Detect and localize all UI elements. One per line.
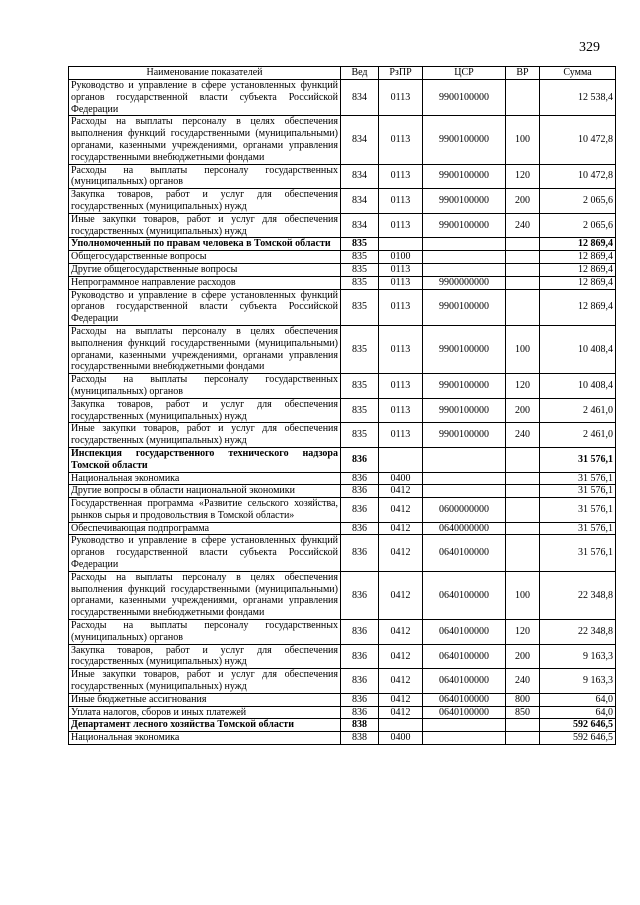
cell-name: Расходы на выплаты персоналу в целях обеспечения выполнения функций государственными (муниципальными) органами, казенными учреждениями, органами управления государственными внебюджетными фондами	[69, 325, 341, 373]
cell-rzpr: 0100	[379, 251, 423, 264]
cell-sum: 2 461,0	[540, 423, 616, 448]
cell-sum: 2 065,6	[540, 189, 616, 214]
table-row	[69, 325, 616, 373]
cell-name: Расходы на выплаты персоналу в целях обеспечения выполнения функций государственными (муниципальными) органами, казенными учреждениями, органами управления государственными внебюджетными фондами	[69, 571, 341, 619]
cell-vr: 100	[506, 116, 540, 164]
table-row	[69, 447, 616, 472]
cell-rzpr: 0113	[379, 325, 423, 373]
cell-sum: 22 348,8	[540, 620, 616, 645]
cell-name: Национальная экономика	[69, 472, 341, 485]
cell-sum: 592 646,5	[540, 719, 616, 732]
cell-sum: 2 065,6	[540, 213, 616, 238]
cell-ved: 835	[341, 289, 379, 325]
cell-rzpr: 0400	[379, 732, 423, 745]
cell-sum: 12 869,4	[540, 251, 616, 264]
table-row	[69, 693, 616, 706]
cell-ved: 835	[341, 423, 379, 448]
cell-rzpr: 0113	[379, 276, 423, 289]
cell-rzpr: 0113	[379, 213, 423, 238]
cell-ved: 834	[341, 189, 379, 214]
cell-name: Общегосударственные вопросы	[69, 251, 341, 264]
cell-vr: 200	[506, 644, 540, 669]
cell-csr: 9900100000	[423, 398, 506, 423]
cell-ved: 836	[341, 620, 379, 645]
cell-sum: 12 869,4	[540, 263, 616, 276]
cell-csr	[423, 263, 506, 276]
table-row	[69, 472, 616, 485]
header-ved: Вед	[341, 67, 379, 80]
cell-vr	[506, 251, 540, 264]
cell-vr	[506, 498, 540, 523]
cell-rzpr: 0412	[379, 498, 423, 523]
cell-name: Руководство и управление в сфере установленных функций органов государственной власти субъекта Российской Федерации	[69, 289, 341, 325]
cell-ved: 836	[341, 535, 379, 571]
cell-ved: 836	[341, 522, 379, 535]
cell-vr: 120	[506, 620, 540, 645]
cell-csr: 0640100000	[423, 644, 506, 669]
cell-name: Обеспечивающая подпрограмма	[69, 522, 341, 535]
cell-vr: 240	[506, 669, 540, 694]
cell-name: Расходы на выплаты персоналу в целях обеспечения выполнения функций государственными (муниципальными) органами, казенными учреждениями, органами управления государственными внебюджетными фондами	[69, 116, 341, 164]
cell-rzpr: 0113	[379, 116, 423, 164]
cell-name: Инспекция государственного технического надзора Томской области	[69, 447, 341, 472]
cell-sum: 31 576,1	[540, 535, 616, 571]
cell-name: Уплата налогов, сборов и иных платежей	[69, 706, 341, 719]
table-row	[69, 263, 616, 276]
cell-rzpr: 0412	[379, 571, 423, 619]
cell-rzpr: 0400	[379, 472, 423, 485]
cell-vr	[506, 472, 540, 485]
cell-csr	[423, 732, 506, 745]
cell-csr: 0640100000	[423, 620, 506, 645]
cell-vr: 120	[506, 164, 540, 189]
cell-rzpr: 0113	[379, 423, 423, 448]
cell-rzpr: 0113	[379, 164, 423, 189]
cell-ved: 835	[341, 398, 379, 423]
cell-sum: 9 163,3	[540, 644, 616, 669]
cell-ved: 836	[341, 644, 379, 669]
cell-sum: 592 646,5	[540, 732, 616, 745]
cell-vr: 240	[506, 213, 540, 238]
cell-sum: 31 576,1	[540, 447, 616, 472]
header-sum: Сумма	[540, 67, 616, 80]
cell-ved: 836	[341, 485, 379, 498]
cell-vr: 850	[506, 706, 540, 719]
table-row	[69, 706, 616, 719]
budget-table	[68, 66, 616, 745]
cell-rzpr: 0113	[379, 189, 423, 214]
cell-csr: 9900100000	[423, 423, 506, 448]
cell-vr: 200	[506, 189, 540, 214]
header-name: Наименование показателей	[69, 67, 341, 80]
cell-ved: 836	[341, 571, 379, 619]
cell-sum: 64,0	[540, 693, 616, 706]
cell-vr	[506, 289, 540, 325]
cell-csr: 9900100000	[423, 116, 506, 164]
table-row	[69, 485, 616, 498]
cell-name: Другие общегосударственные вопросы	[69, 263, 341, 276]
cell-name: Уполномоченный по правам человека в Томской области	[69, 238, 341, 251]
table-row	[69, 80, 616, 116]
cell-ved: 836	[341, 669, 379, 694]
cell-rzpr: 0412	[379, 535, 423, 571]
cell-csr: 0640100000	[423, 693, 506, 706]
cell-csr: 9900100000	[423, 213, 506, 238]
cell-rzpr	[379, 719, 423, 732]
table-row	[69, 423, 616, 448]
header-rzpr: РзПР	[379, 67, 423, 80]
cell-csr: 0640100000	[423, 571, 506, 619]
cell-ved: 835	[341, 374, 379, 399]
table-row	[69, 374, 616, 399]
cell-name: Национальная экономика	[69, 732, 341, 745]
cell-csr: 9900100000	[423, 80, 506, 116]
cell-name: Руководство и управление в сфере установленных функций органов государственной власти субъекта Российской Федерации	[69, 535, 341, 571]
table-row	[69, 719, 616, 732]
cell-rzpr	[379, 447, 423, 472]
cell-name: Закупка товаров, работ и услуг для обеспечения государственных (муниципальных) нужд	[69, 189, 341, 214]
cell-name: Расходы на выплаты персоналу государственных (муниципальных) органов	[69, 374, 341, 399]
cell-rzpr: 0412	[379, 620, 423, 645]
cell-csr	[423, 447, 506, 472]
table-row	[69, 251, 616, 264]
cell-ved: 836	[341, 498, 379, 523]
table-row	[69, 189, 616, 214]
cell-vr	[506, 238, 540, 251]
table-row	[69, 164, 616, 189]
cell-sum: 12 869,4	[540, 289, 616, 325]
cell-rzpr: 0412	[379, 644, 423, 669]
cell-rzpr: 0412	[379, 669, 423, 694]
table-row	[69, 620, 616, 645]
cell-vr	[506, 522, 540, 535]
cell-ved: 835	[341, 325, 379, 373]
cell-vr	[506, 80, 540, 116]
cell-vr	[506, 263, 540, 276]
cell-name: Государственная программа «Развитие сельского хозяйства, рынков сырья и продовольствия в Томской области»	[69, 498, 341, 523]
cell-sum: 12 538,4	[540, 80, 616, 116]
cell-name: Другие вопросы в области национальной экономики	[69, 485, 341, 498]
table-row	[69, 732, 616, 745]
cell-sum: 10 408,4	[540, 374, 616, 399]
cell-sum: 2 461,0	[540, 398, 616, 423]
cell-sum: 12 869,4	[540, 238, 616, 251]
cell-csr: 0640100000	[423, 706, 506, 719]
cell-csr: 9900100000	[423, 374, 506, 399]
table-row	[69, 238, 616, 251]
cell-csr	[423, 238, 506, 251]
cell-sum: 31 576,1	[540, 485, 616, 498]
cell-vr: 100	[506, 571, 540, 619]
cell-sum: 31 576,1	[540, 522, 616, 535]
cell-rzpr: 0412	[379, 693, 423, 706]
header-vr: ВР	[506, 67, 540, 80]
cell-rzpr: 0412	[379, 522, 423, 535]
table-body	[69, 80, 616, 745]
cell-vr	[506, 535, 540, 571]
table-row	[69, 398, 616, 423]
table-row	[69, 571, 616, 619]
cell-csr: 9900100000	[423, 289, 506, 325]
table-row	[69, 498, 616, 523]
cell-csr: 9900100000	[423, 164, 506, 189]
cell-vr	[506, 485, 540, 498]
cell-rzpr: 0412	[379, 485, 423, 498]
table-header-row	[69, 67, 616, 80]
cell-rzpr: 0113	[379, 289, 423, 325]
cell-ved: 836	[341, 472, 379, 485]
cell-sum: 12 869,4	[540, 276, 616, 289]
cell-sum: 10 408,4	[540, 325, 616, 373]
cell-ved: 835	[341, 238, 379, 251]
cell-sum: 9 163,3	[540, 669, 616, 694]
cell-vr: 200	[506, 398, 540, 423]
cell-rzpr: 0113	[379, 398, 423, 423]
cell-vr	[506, 732, 540, 745]
cell-ved: 836	[341, 706, 379, 719]
cell-ved: 835	[341, 251, 379, 264]
cell-csr	[423, 472, 506, 485]
cell-ved: 834	[341, 213, 379, 238]
cell-name: Иные закупки товаров, работ и услуг для обеспечения государственных (муниципальных) нужд	[69, 423, 341, 448]
cell-rzpr: 0113	[379, 374, 423, 399]
table-row	[69, 276, 616, 289]
cell-csr	[423, 251, 506, 264]
cell-vr: 240	[506, 423, 540, 448]
cell-ved: 838	[341, 732, 379, 745]
cell-ved: 834	[341, 164, 379, 189]
cell-name: Непрограммное направление расходов	[69, 276, 341, 289]
cell-vr	[506, 719, 540, 732]
table-row	[69, 522, 616, 535]
cell-ved: 836	[341, 693, 379, 706]
table-row	[69, 116, 616, 164]
cell-csr	[423, 719, 506, 732]
cell-csr: 0640100000	[423, 669, 506, 694]
cell-name: Департамент лесного хозяйства Томской области	[69, 719, 341, 732]
cell-ved: 838	[341, 719, 379, 732]
cell-rzpr: 0113	[379, 263, 423, 276]
cell-vr: 100	[506, 325, 540, 373]
table-row	[69, 669, 616, 694]
cell-ved: 834	[341, 80, 379, 116]
header-csr: ЦСР	[423, 67, 506, 80]
cell-ved: 834	[341, 116, 379, 164]
cell-sum: 10 472,8	[540, 116, 616, 164]
cell-sum: 64,0	[540, 706, 616, 719]
cell-csr: 0640100000	[423, 535, 506, 571]
cell-name: Руководство и управление в сфере установленных функций органов государственной власти субъекта Российской Федерации	[69, 80, 341, 116]
cell-csr	[423, 485, 506, 498]
cell-name: Расходы на выплаты персоналу государственных (муниципальных) органов	[69, 620, 341, 645]
cell-name: Иные закупки товаров, работ и услуг для обеспечения государственных (муниципальных) нужд	[69, 213, 341, 238]
cell-name: Иные закупки товаров, работ и услуг для обеспечения государственных (муниципальных) нужд	[69, 669, 341, 694]
cell-csr: 0600000000	[423, 498, 506, 523]
cell-csr: 9900100000	[423, 325, 506, 373]
table-row	[69, 535, 616, 571]
cell-name: Закупка товаров, работ и услуг для обеспечения государственных (муниципальных) нужд	[69, 644, 341, 669]
cell-rzpr: 0113	[379, 80, 423, 116]
cell-ved: 835	[341, 263, 379, 276]
cell-vr	[506, 276, 540, 289]
page-number: 329	[579, 40, 600, 55]
cell-sum: 10 472,8	[540, 164, 616, 189]
cell-vr	[506, 447, 540, 472]
cell-csr: 9900000000	[423, 276, 506, 289]
cell-csr: 9900100000	[423, 189, 506, 214]
table-row	[69, 289, 616, 325]
cell-ved: 835	[341, 276, 379, 289]
cell-csr: 0640000000	[423, 522, 506, 535]
cell-sum: 22 348,8	[540, 571, 616, 619]
cell-rzpr: 0412	[379, 706, 423, 719]
table-row	[69, 644, 616, 669]
cell-sum: 31 576,1	[540, 472, 616, 485]
cell-ved: 836	[341, 447, 379, 472]
cell-name: Расходы на выплаты персоналу государственных (муниципальных) органов	[69, 164, 341, 189]
cell-rzpr	[379, 238, 423, 251]
cell-name: Закупка товаров, работ и услуг для обеспечения государственных (муниципальных) нужд	[69, 398, 341, 423]
cell-name: Иные бюджетные ассигнования	[69, 693, 341, 706]
cell-sum: 31 576,1	[540, 498, 616, 523]
cell-vr: 800	[506, 693, 540, 706]
table-row	[69, 213, 616, 238]
cell-vr: 120	[506, 374, 540, 399]
